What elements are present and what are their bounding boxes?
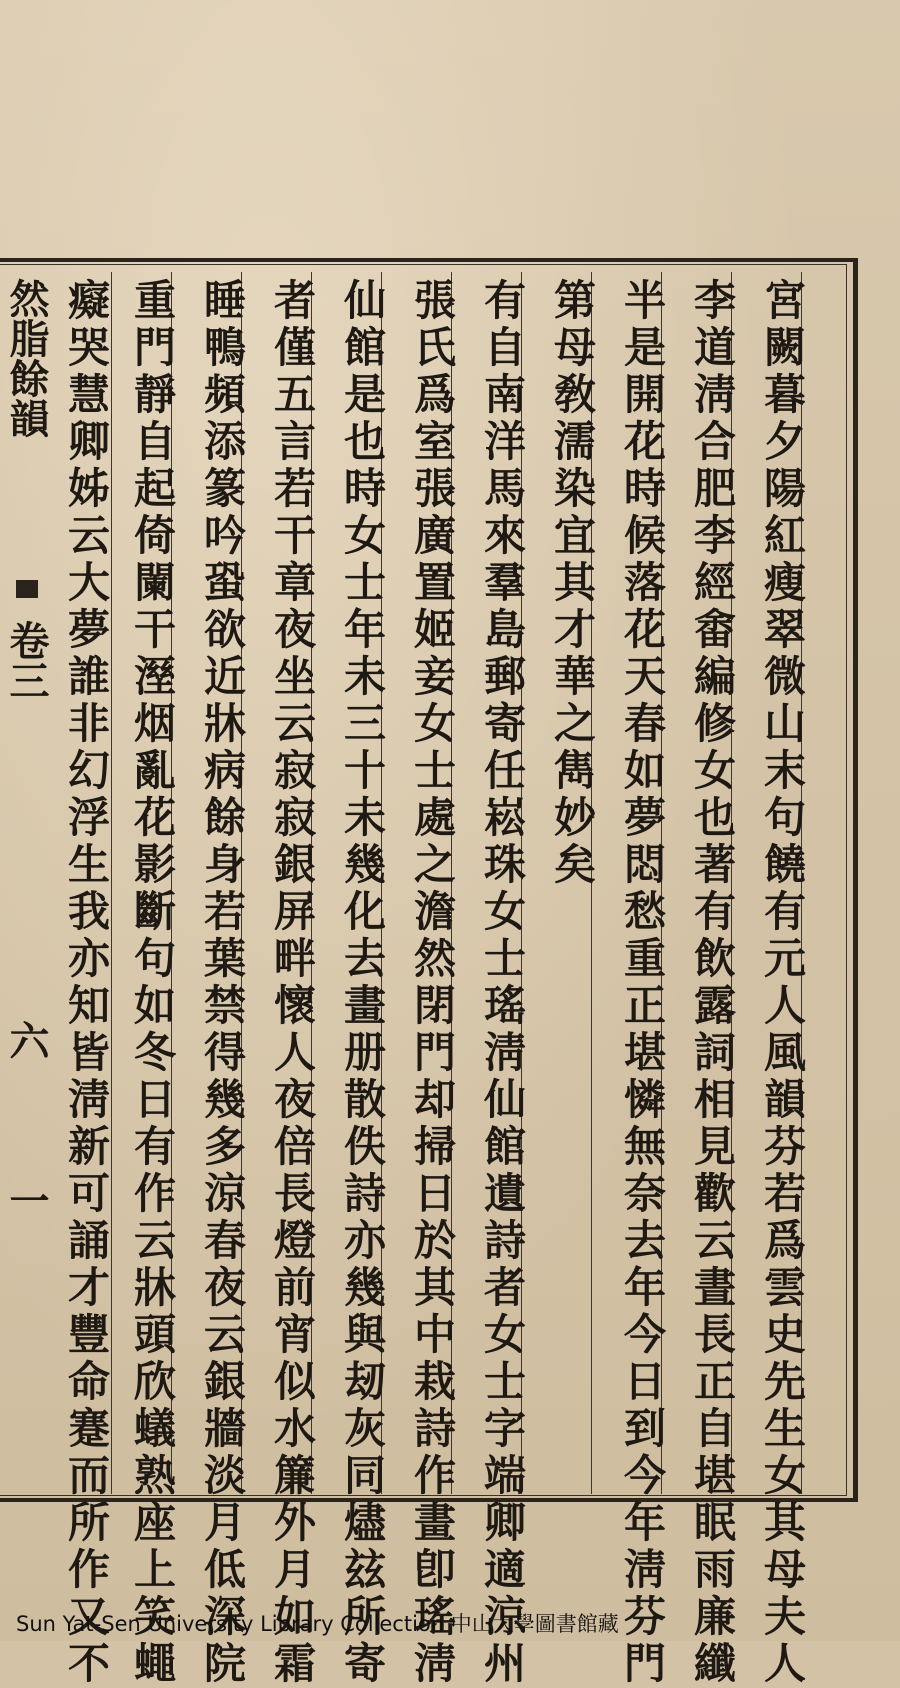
text-column: 有自南洋馬來羣島郵寄任崧珠女士瑤淸仙館遺詩者女士字端卿適涼州 xyxy=(478,278,527,1688)
volume-label: 卷三 xyxy=(3,620,50,700)
collection-credit: Sun Yat-Sen University Library Collection 中山大學圖書館藏 xyxy=(16,1612,619,1636)
text-column: 癡哭慧卿姊云大夢誰非幻浮生我亦知皆淸新可誦才豐命蹇而所作又不 xyxy=(62,278,111,1688)
text-column: 睡鴨頻添篆吟蛩欲近牀病餘身若葉禁得幾多涼春夜云銀牆淡月低深院 xyxy=(198,278,247,1688)
text-column: 重門靜自起倚闌干溼烟亂花影斷句如冬日有作云牀頭欣蟻熟座上笑蠅 xyxy=(128,278,177,1688)
text-column: 宮闕暮夕陽紅瘦翠微山末句饒有元人風韻芬若爲雲史先生女其母夫人 xyxy=(758,278,807,1688)
text-column: 者僅五言若干章夜坐云寂寂銀屏畔懷人夜倍長燈前宵似水簾外月如霜 xyxy=(268,278,317,1688)
text-column: 半是開花時候落花天春如夢悶愁重正堪憐無奈去年今日到今年淸芬門 xyxy=(618,278,667,1688)
section-number: 一 xyxy=(3,1180,50,1220)
text-column: 第母敎濡染宜其才華之雋妙矣 xyxy=(548,278,597,889)
fishtail-mark xyxy=(16,580,38,598)
text-column: 仙館是也時女士年未三十未幾化去畫册散佚詩亦幾與刼灰同燼玆所寄 xyxy=(338,278,387,1688)
book-title: 然脂餘韻 xyxy=(3,278,50,438)
leaf-number: 六 xyxy=(3,1020,50,1060)
text-column: 張氏爲室張廣置姬妾女士處之澹然閉門却掃日於其中栽詩作畫卽瑤淸 xyxy=(408,278,457,1688)
text-column: 李道淸合肥李經畬編修女也著有飲露詞相見歡云晝長正自堪眠雨廉纖 xyxy=(688,278,737,1688)
